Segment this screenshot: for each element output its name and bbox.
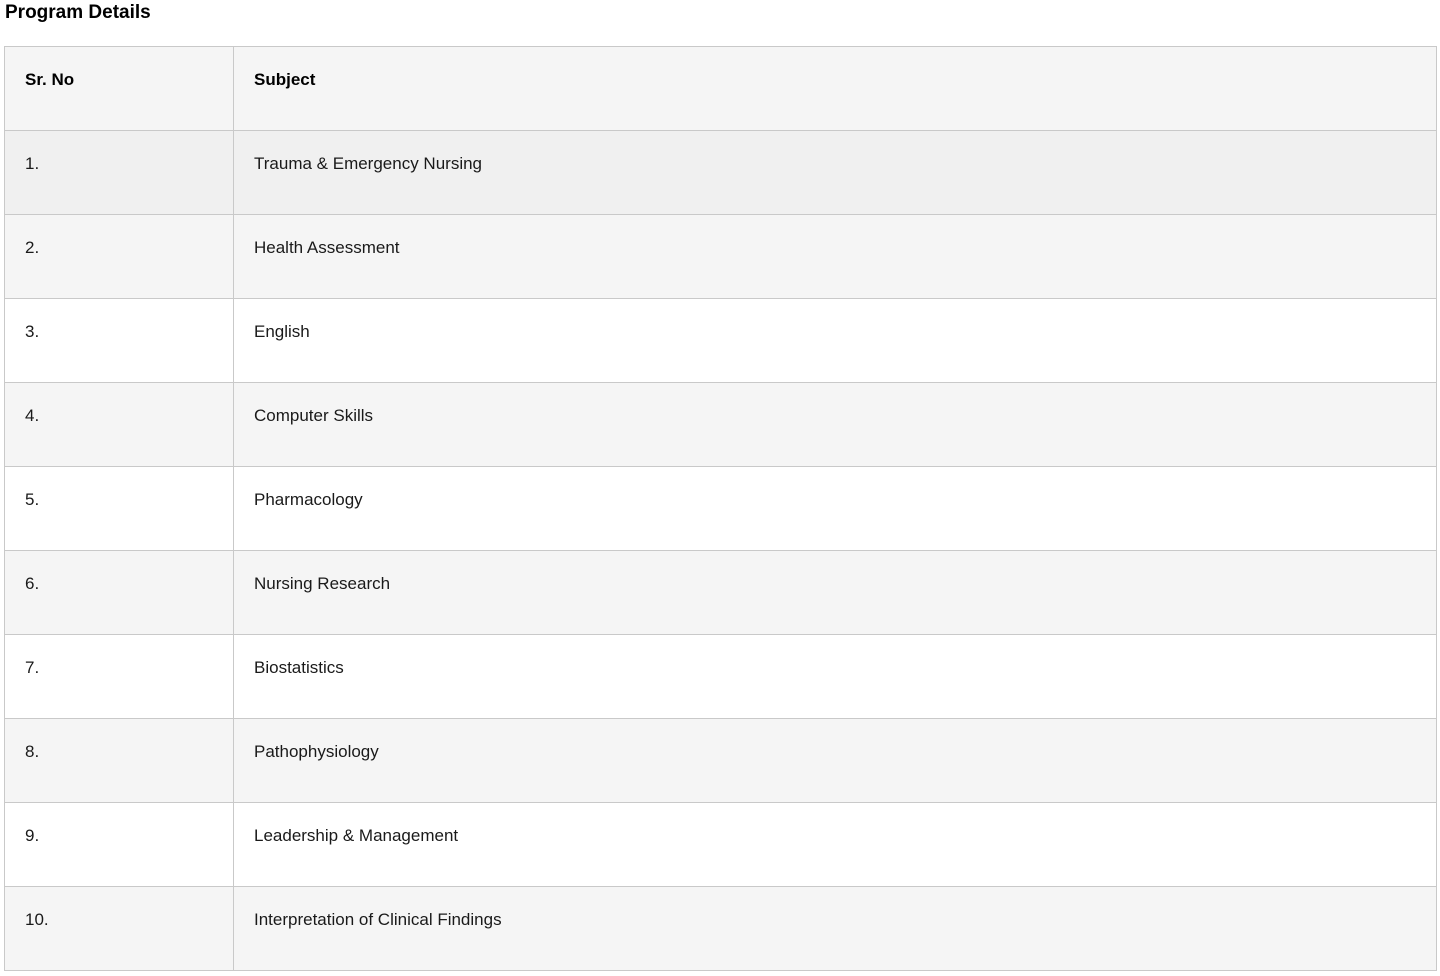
cell-sr-no <box>5 551 234 635</box>
cell-subject-text: Biostatistics <box>254 658 344 677</box>
table-row <box>5 131 1437 215</box>
table-body <box>5 131 1437 971</box>
cell-sr-no-text: 6. <box>25 574 40 593</box>
cell-sr-no <box>5 803 234 887</box>
cell-sr-no <box>5 383 234 467</box>
column-header-subject <box>234 47 1437 131</box>
column-header-sr-no <box>5 47 234 131</box>
cell-subject-text: Nursing Research <box>254 574 391 593</box>
cell-subject-text: English <box>254 322 310 341</box>
cell-sr-no-text: 10. <box>25 910 49 929</box>
cell-subject <box>234 299 1437 383</box>
table-row <box>5 803 1437 887</box>
cell-subject-text: Computer Skills <box>254 406 374 425</box>
cell-subject-text: Trauma & Emergency Nursing <box>254 154 483 173</box>
cell-subject <box>234 215 1437 299</box>
cell-subject <box>234 551 1437 635</box>
cell-sr-no-text: 2. <box>25 238 40 257</box>
cell-sr-no <box>5 299 234 383</box>
cell-sr-no-text: 8. <box>25 742 40 761</box>
table-header-row <box>5 47 1437 131</box>
cell-sr-no-text: 3. <box>25 322 40 341</box>
cell-subject <box>234 887 1437 971</box>
table-row <box>5 551 1437 635</box>
column-header-sr-no-label: Sr. No <box>25 70 75 89</box>
cell-sr-no-text: 1. <box>25 154 40 173</box>
cell-sr-no-text: 7. <box>25 658 40 677</box>
column-header-subject-label: Subject <box>254 70 316 89</box>
table-row <box>5 719 1437 803</box>
cell-sr-no <box>5 887 234 971</box>
cell-subject <box>234 131 1437 215</box>
table-row <box>5 467 1437 551</box>
table-row <box>5 635 1437 719</box>
cell-subject <box>234 635 1437 719</box>
table-row <box>5 887 1437 971</box>
cell-subject-text: Pathophysiology <box>254 742 379 761</box>
table-row <box>5 215 1437 299</box>
cell-subject-text: Pharmacology <box>254 490 363 509</box>
cell-sr-no <box>5 467 234 551</box>
cell-sr-no-text: 5. <box>25 490 40 509</box>
table-row <box>5 299 1437 383</box>
cell-sr-no <box>5 215 234 299</box>
cell-sr-no <box>5 635 234 719</box>
cell-sr-no <box>5 131 234 215</box>
page-title: Program Details <box>5 2 151 23</box>
cell-subject <box>234 383 1437 467</box>
cell-sr-no-text: 9. <box>25 826 40 845</box>
program-details-table <box>4 46 1437 971</box>
cell-sr-no <box>5 719 234 803</box>
cell-sr-no-text: 4. <box>25 406 40 425</box>
cell-subject <box>234 467 1437 551</box>
cell-subject <box>234 803 1437 887</box>
cell-subject-text: Leadership & Management <box>254 826 459 845</box>
cell-subject-text: Health Assessment <box>254 238 400 257</box>
cell-subject <box>234 719 1437 803</box>
cell-subject-text: Interpretation of Clinical Findings <box>254 910 502 929</box>
table-row <box>5 383 1437 467</box>
